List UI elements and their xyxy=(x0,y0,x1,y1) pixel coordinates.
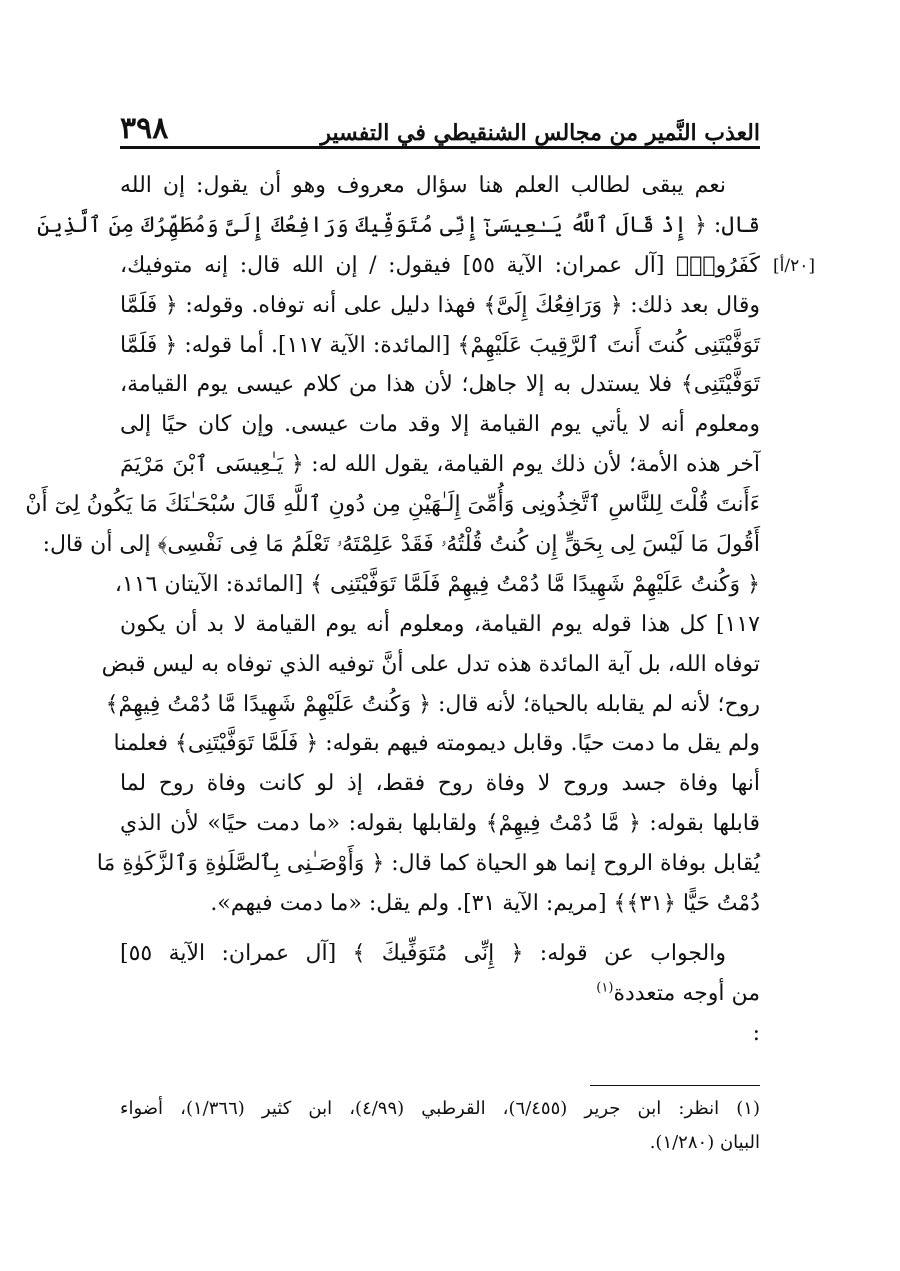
text-line: تَوَفَّيْتَنِى﴾ فلا يستدل به إلا جاهل؛ لأن هذا من كلام عيسى يوم القيامة، xyxy=(120,372,760,398)
footnote-line: (١) انظر: ابن جرير (٦/٤٥٥)، القرطبي (٤/٩٩)، ابن كثير (١/٣٦٦)، أضواء xyxy=(120,1098,760,1119)
text-line: تَوَفَّيْتَنِى كُنتَ أَنتَ ٱلرَّقِيبَ عَلَيْهِمْ﴾ [المائدة: الآية ١١٧]. أما قوله: ﴿ فَلَمَّا xyxy=(120,332,760,358)
text-line: ولم يقل ما دمت حيًا. وقابل ديمومته فيهم بقوله: ﴿ فَلَمَّا تَوَفَّيْتَنِى﴾ فعلمنا xyxy=(113,731,760,757)
text-line: أنها وفاة جسد وروح لا وفاة روح فقط، إذ لو كانت وفاة روح لما xyxy=(120,771,760,797)
text-line: أَقُولَ مَا لَيْسَ لِى بِحَقٍّ إِن كُنتُ قُلْتُهُۥ فَقَدْ عَلِمْتَهُۥ تَعْلَمُ مَا فِى نَفْسِى﴾ إلى أن قال: xyxy=(42,532,760,558)
page-header xyxy=(120,104,760,144)
text-line: والجواب عن قوله: ﴿ إِنِّى مُتَوَفِّيكَ ﴾ [آل عمران: الآية ٥٥] xyxy=(120,940,726,966)
header-rule xyxy=(120,146,760,149)
footnotes xyxy=(120,1092,760,1160)
text-line: قال: ﴿ إِذْ قَالَ ٱللَّهُ يَـٰعِيسَىٰٓ إِنِّى مُتَوَفِّيكَ وَرَافِعُكَ إِلَىَّ وَمُطَهِّرُكَ مِنَ ٱلَّذِينَ xyxy=(37,212,760,238)
text-line: توفاه الله، بل آية المائدة هذه تدل على أنَّ توفيه الذي توفاه به ليس قبض xyxy=(101,651,760,677)
text-line: كَفَرُوا۟﴾ [آل عمران: الآية ٥٥] فيقول: / إن الله قال: إنه متوفيك، xyxy=(120,252,760,278)
text-line: : xyxy=(752,1020,760,1046)
footnote-rule xyxy=(590,1085,760,1086)
text-span: من أوجه متعددة xyxy=(613,980,760,1006)
running-title: العذب النَّمير من مجالس الشنقيطي في التفسير xyxy=(320,120,760,146)
text-line: آخر هذه الأمة؛ لأن ذلك يوم القيامة، يقول الله له: ﴿ يَـٰعِيسَى ٱبْنَ مَرْيَمَ xyxy=(120,452,760,478)
footnote-line: البيان (١/٢٨٠). xyxy=(649,1132,760,1153)
footnote-marker[interactable]: (١) xyxy=(596,980,614,996)
paragraph-gap xyxy=(120,924,760,934)
text-line: ﴿ وَكُنتُ عَلَيْهِمْ شَهِيدًا مَّا دُمْتُ فِيهِمْ فَلَمَّا تَوَفَّيْتَنِى ﴾ [المائدة: الآيتان ١١٦، xyxy=(114,571,760,597)
text-line: دُمْتُ حَيًّا ﴿٣١﴾﴾ [مريم: الآية ٣١]. ولم يقل: «ما دمت فيهم». xyxy=(210,891,760,917)
text-line: يُقابل بوفاة الروح إنما هو الحياة كما قال: ﴿ وَأَوْصَـٰنِى بِٱلصَّلَوٰةِ وَٱلزَّكَوٰةِ مَا xyxy=(96,851,760,877)
text-line: ١١٧] كل هذا قوله يوم القيامة، ومعلوم أنه يوم القيامة لا بد أن يكون xyxy=(120,611,760,637)
text-line: ومعلوم أنه لا يأتي يوم القيامة إلا وقد مات عيسى. وإن كان حيًا إلى xyxy=(120,412,760,438)
text-line: وقال بعد ذلك: ﴿ وَرَافِعُكَ إِلَىَّ﴾ فهذا دليل على أنه توفاه. وقوله: ﴿ فَلَمَّا xyxy=(120,292,760,318)
text-line: روح؛ لأنه لم يقابله بالحياة؛ لأنه قال: ﴿ وَكُنتُ عَلَيْهِمْ شَهِيدًا مَّا دُمْتُ فِيهِمْ﴾ xyxy=(105,691,760,717)
margin-folio-reference: [٢٠/أ] xyxy=(773,256,815,276)
text-line-with-footnote xyxy=(120,974,760,1014)
text-line: ءَأَنتَ قُلْتَ لِلنَّاسِ ٱتَّخِذُونِى وَأُمِّىَ إِلَـٰهَيْنِ مِن دُونِ ٱللَّهِ قَالَ سُبْحَـٰنَكَ مَا يَكُونُ لِىٓ أَنْ xyxy=(25,492,760,518)
text-line: قابلها بقوله: ﴿ مَّا دُمْتُ فِيهِمْ﴾ ولقابلها بقوله: «ما دمت حيًا» لأن الذي xyxy=(120,811,760,837)
text-line: نعم يبقى لطالب العلم هنا سؤال معروف وهو أن يقول: إن الله xyxy=(120,173,726,198)
main-text xyxy=(25,166,760,1054)
page-number: ٣٩٨ xyxy=(120,111,169,146)
